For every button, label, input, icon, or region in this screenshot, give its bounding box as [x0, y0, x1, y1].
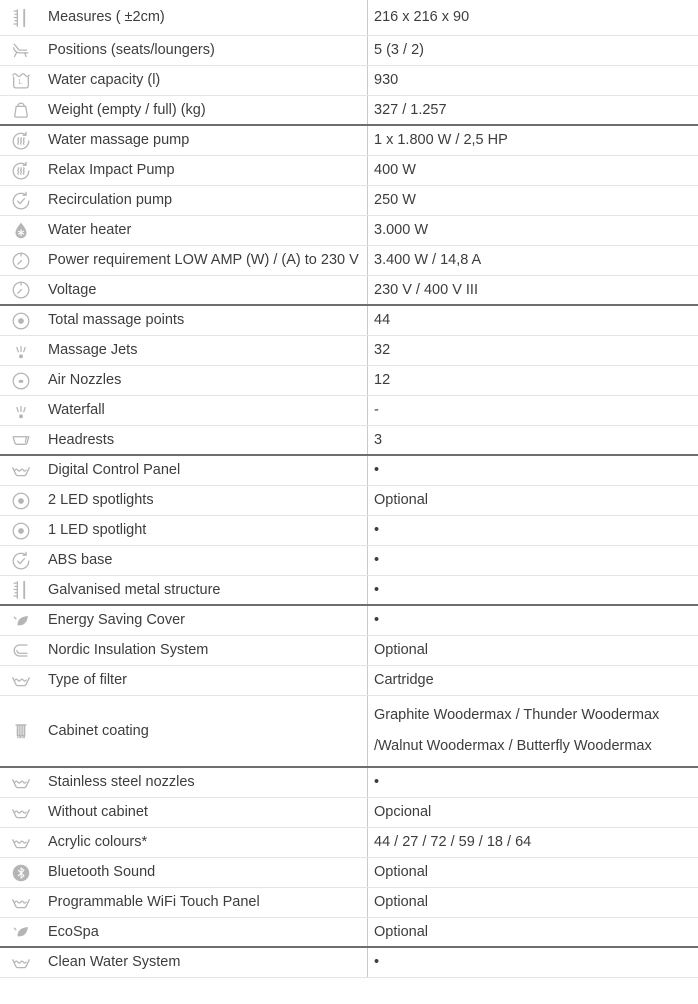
table-row: [0, 456, 698, 486]
spec-value: 3.400 W / 14,8 A: [374, 252, 482, 269]
spec-label: Water massage pump: [48, 132, 190, 149]
spec-label-cell: [0, 636, 367, 665]
spec-value-cell: [367, 216, 698, 245]
leaf-icon: [9, 920, 33, 944]
spec-label: Nordic Insulation System: [48, 642, 209, 659]
spec-value: Optional: [374, 923, 429, 940]
spec-value: 5 (3 / 2): [374, 42, 424, 59]
table-row: [0, 66, 698, 96]
table-row: [0, 126, 698, 156]
recirculation-icon: [9, 549, 33, 573]
headrest-icon: [9, 428, 33, 452]
water-capacity-icon: [9, 69, 33, 93]
spec-value: 930: [374, 72, 399, 89]
table-row: [0, 918, 698, 948]
spec-label-cell: [0, 0, 367, 35]
spotlight-icon: [9, 489, 33, 513]
spec-label-cell: [0, 156, 367, 185]
spec-value: •: [374, 552, 380, 569]
gauge-icon: [9, 249, 33, 273]
spec-label-cell: [0, 576, 367, 604]
spec-label: Without cabinet: [48, 804, 148, 821]
spec-value-cell: [367, 666, 698, 695]
spec-value: 44 / 27 / 72 / 59 / 18 / 64: [374, 834, 532, 851]
spec-value: 12: [374, 372, 391, 389]
lounger-icon: [9, 39, 33, 63]
spec-label-cell: [0, 306, 367, 335]
spec-value: 327 / 1.257: [374, 101, 447, 118]
insulation-icon: [9, 639, 33, 663]
spec-label-cell: [0, 426, 367, 454]
table-row: [0, 36, 698, 66]
spec-value-cell: [367, 366, 698, 395]
spec-label-cell: [0, 36, 367, 65]
heater-icon: [9, 219, 33, 243]
table-row: [0, 546, 698, 576]
spec-label: Relax Impact Pump: [48, 162, 175, 179]
spec-label: Waterfall: [48, 402, 105, 419]
table-row: [0, 888, 698, 918]
spec-value-cell: [367, 96, 698, 124]
spa-tub-icon: [9, 951, 33, 975]
spec-value: -: [374, 402, 379, 419]
table-row: [0, 246, 698, 276]
table-row: [0, 366, 698, 396]
spec-value: Optional: [374, 864, 429, 881]
spec-label-cell: [0, 486, 367, 515]
table-row: [0, 798, 698, 828]
spec-value: •: [374, 954, 380, 971]
jet-icon: [9, 339, 33, 363]
spec-value: Opcional: [374, 804, 432, 821]
jet-icon: [9, 399, 33, 423]
table-row: [0, 216, 698, 246]
spec-label-cell: [0, 216, 367, 245]
spec-label-cell: [0, 606, 367, 635]
spec-value: 1 x 1.800 W / 2,5 HP: [374, 132, 508, 149]
filter-icon: [9, 719, 33, 743]
spec-label-cell: [0, 828, 367, 857]
spec-value-cell: [367, 126, 698, 155]
spec-value: 400 W: [374, 162, 416, 179]
spec-label-cell: [0, 66, 367, 95]
air-nozzle-icon: [9, 369, 33, 393]
spec-label: Clean Water System: [48, 954, 181, 971]
table-row: [0, 516, 698, 546]
table-row: [0, 948, 698, 978]
ruler-icon: [9, 6, 33, 30]
spec-value-cell: [367, 426, 698, 454]
ruler-icon: [9, 578, 33, 602]
table-row: [0, 486, 698, 516]
pump-icon: [9, 129, 33, 153]
spec-value-cell: [367, 576, 698, 604]
spec-label: Acrylic colours*: [48, 834, 148, 851]
spec-label-cell: [0, 768, 367, 797]
spotlight-icon: [9, 309, 33, 333]
spa-tub-icon: [9, 459, 33, 483]
spec-label: Measures ( ±2cm): [48, 9, 165, 26]
spec-label-cell: [0, 456, 367, 485]
spec-label-cell: [0, 516, 367, 545]
spec-value-cell: [367, 546, 698, 575]
table-row: [0, 0, 698, 36]
spec-value: •: [374, 462, 380, 479]
bluetooth-icon: [9, 861, 33, 885]
spec-value-cell: [367, 798, 698, 827]
table-row: [0, 828, 698, 858]
spec-value: 230 V / 400 V III: [374, 281, 478, 298]
leaf-icon: [9, 609, 33, 633]
spec-value-cell: [367, 858, 698, 887]
spec-label: Total massage points: [48, 312, 185, 329]
spec-label: Bluetooth Sound: [48, 864, 156, 881]
spa-tub-icon: [9, 891, 33, 915]
spa-tub-icon: [9, 669, 33, 693]
spec-value-cell: [367, 336, 698, 365]
spec-label: EcoSpa: [48, 923, 99, 940]
spec-label-cell: [0, 696, 367, 766]
spec-label-cell: [0, 858, 367, 887]
spec-value-cell: [367, 306, 698, 335]
spec-value-cell: [367, 516, 698, 545]
spec-value: Cartridge: [374, 672, 434, 689]
spec-label: Voltage: [48, 281, 97, 298]
pump-icon: [9, 159, 33, 183]
spec-value: 216 x 216 x 90: [374, 9, 470, 26]
spec-label: Cabinet coating: [48, 722, 149, 739]
spec-label-cell: [0, 126, 367, 155]
table-row: [0, 396, 698, 426]
spec-label: Digital Control Panel: [48, 462, 181, 479]
svg-text:L: L: [18, 76, 23, 86]
spec-label-cell: [0, 96, 367, 124]
table-row: [0, 306, 698, 336]
spec-label: Water capacity (l): [48, 72, 161, 89]
spec-value: 32: [374, 342, 391, 359]
spec-label-cell: [0, 888, 367, 917]
weight-icon: [9, 98, 33, 122]
spec-label: Massage Jets: [48, 342, 138, 359]
spec-label: 2 LED spotlights: [48, 492, 154, 509]
spec-label-cell: [0, 546, 367, 575]
spec-label: Energy Saving Cover: [48, 612, 186, 629]
spotlight-icon: [9, 519, 33, 543]
table-row: [0, 276, 698, 306]
spec-value-cell: [367, 696, 698, 766]
spec-value-cell: [367, 156, 698, 185]
spec-value-cell: [367, 918, 698, 946]
spec-value-cell: [367, 246, 698, 275]
spec-value-cell: [367, 396, 698, 425]
spec-value-cell: [367, 186, 698, 215]
spec-value: •: [374, 581, 380, 598]
spec-label: Water heater: [48, 222, 132, 239]
spec-label: Stainless steel nozzles: [48, 774, 195, 791]
table-row: [0, 576, 698, 606]
spec-label: Galvanised metal structure: [48, 581, 221, 598]
spec-value: 250 W: [374, 192, 416, 209]
spec-label: 1 LED spotlight: [48, 522, 147, 539]
spec-label: Power requirement LOW AMP (W) / (A) to 230 V: [48, 252, 359, 269]
spec-value: •: [374, 612, 380, 629]
spec-value-cell: [367, 768, 698, 797]
table-row: [0, 666, 698, 696]
spec-label: Weight (empty / full) (kg): [48, 101, 206, 118]
spa-tub-icon: [9, 771, 33, 795]
spec-label-cell: [0, 396, 367, 425]
spec-value-cell: [367, 276, 698, 304]
spec-label: ABS base: [48, 552, 113, 569]
table-row: [0, 426, 698, 456]
spa-tub-icon: [9, 801, 33, 825]
spec-value-cell: [367, 828, 698, 857]
spec-label-cell: [0, 246, 367, 275]
spec-value-cell: [367, 456, 698, 485]
spec-value-cell: [367, 888, 698, 917]
table-row: [0, 768, 698, 798]
spec-value-cell: [367, 66, 698, 95]
table-row: [0, 336, 698, 366]
spec-value-cell: [367, 0, 698, 35]
spec-label: Programmable WiFi Touch Panel: [48, 894, 260, 911]
gauge-icon: [9, 278, 33, 302]
spec-value: 3.000 W: [374, 222, 428, 239]
recirculation-icon: [9, 189, 33, 213]
spec-value-cell: [367, 606, 698, 635]
spec-label: Headrests: [48, 431, 115, 448]
spec-label: Air Nozzles: [48, 372, 122, 389]
table-row: [0, 96, 698, 126]
spec-label: Recirculation pump: [48, 192, 173, 209]
spec-value: •: [374, 522, 380, 539]
spec-label-cell: [0, 276, 367, 304]
spa-tub-icon: [9, 831, 33, 855]
spec-value: •: [374, 774, 380, 791]
table-row: [0, 156, 698, 186]
table-row: [0, 636, 698, 666]
spec-label-cell: [0, 948, 367, 977]
spec-value: Graphite Woodermax / Thunder Woodermax /Walnut Woodermax / Butterfly Woodermax: [374, 707, 660, 754]
spec-label-cell: [0, 336, 367, 365]
spec-value-cell: [367, 36, 698, 65]
spec-value: 44: [374, 312, 391, 329]
spec-value: Optional: [374, 642, 429, 659]
spec-value: 3: [374, 431, 383, 448]
spec-label-cell: [0, 798, 367, 827]
spec-label-cell: [0, 366, 367, 395]
spec-value: Optional: [374, 492, 429, 509]
table-row: [0, 186, 698, 216]
spec-value-cell: [367, 486, 698, 515]
spec-label: Positions (seats/loungers): [48, 42, 215, 59]
spec-label: Type of filter: [48, 672, 127, 689]
spec-label-cell: [0, 666, 367, 695]
table-row: [0, 606, 698, 636]
spec-label-cell: [0, 918, 367, 946]
spec-value-cell: [367, 948, 698, 977]
spec-value-cell: [367, 636, 698, 665]
table-row: [0, 858, 698, 888]
spec-value: Optional: [374, 894, 429, 911]
spec-label-cell: [0, 186, 367, 215]
table-row: [0, 696, 698, 768]
